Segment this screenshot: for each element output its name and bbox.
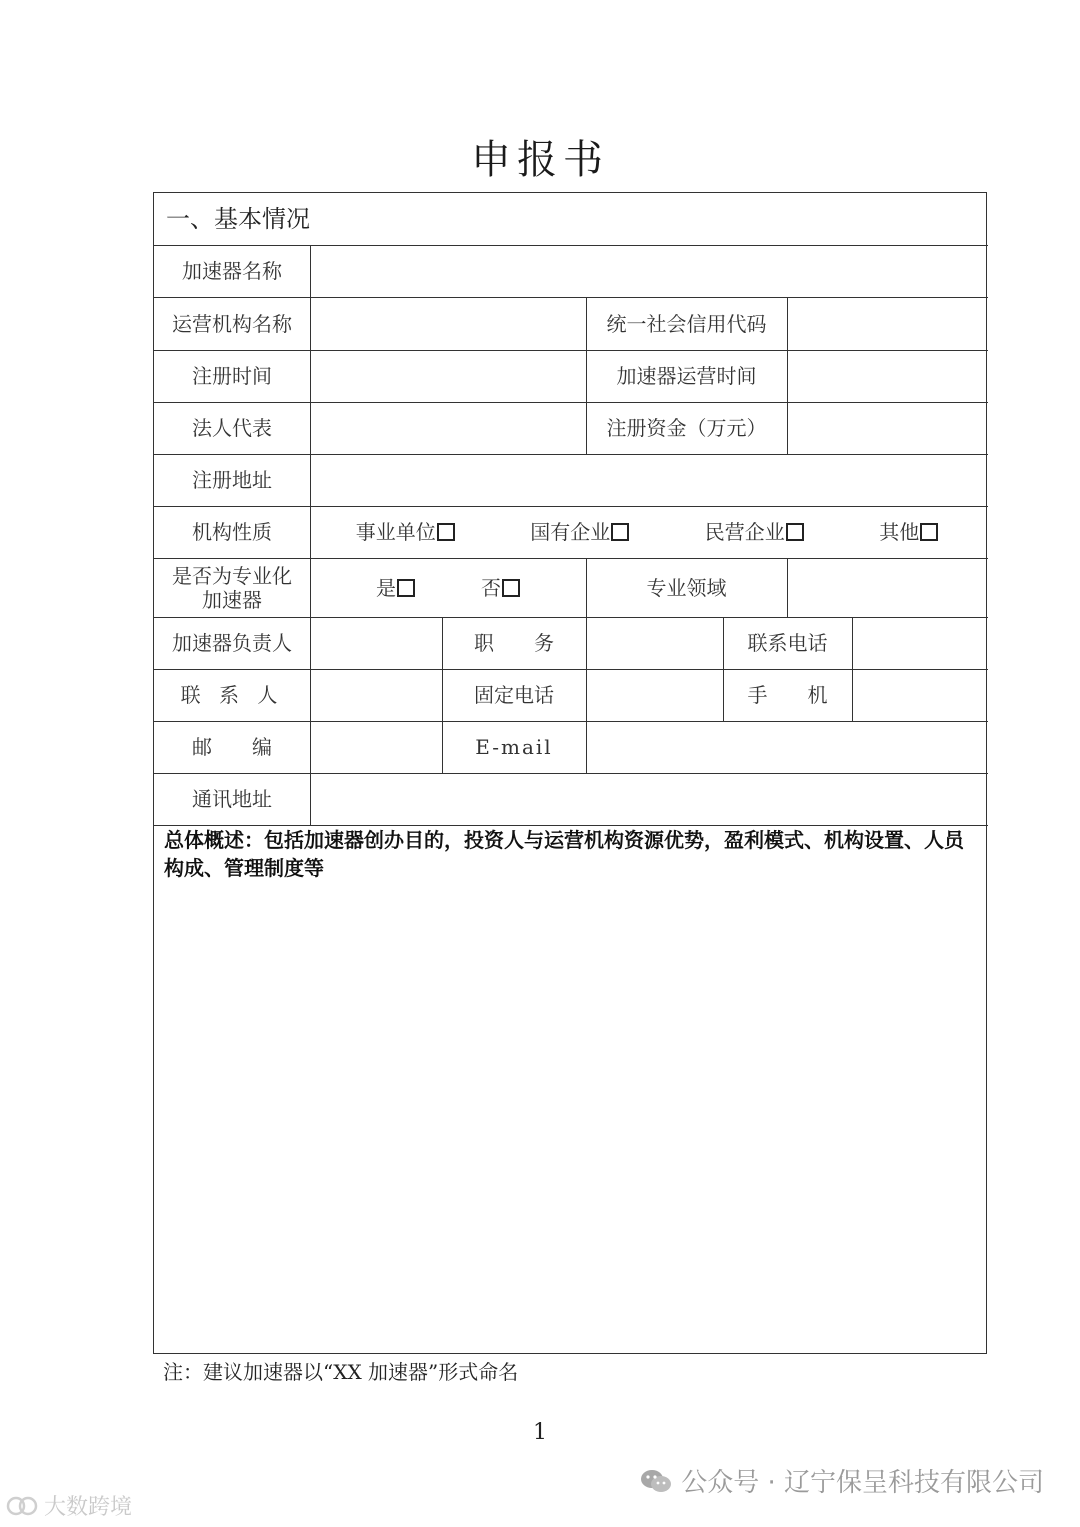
checkbox-icon[interactable] (611, 523, 629, 541)
label-contact-phone: 联系电话 (747, 631, 828, 655)
option-no[interactable]: 否 (481, 576, 520, 600)
section-title: 一、基本情况 (166, 204, 310, 233)
label-legal-rep: 法人代表 (192, 416, 272, 440)
option-state-owned[interactable]: 国有企业 (530, 520, 629, 544)
email-field[interactable] (586, 721, 988, 773)
contact-phone-field[interactable] (852, 617, 988, 669)
option-public-institution[interactable]: 事业单位 (356, 520, 455, 544)
label-specialized-line2: 加速器 (202, 587, 262, 612)
option-other[interactable]: 其他 (879, 520, 938, 544)
accel-head-field[interactable] (310, 617, 442, 669)
label-operator-name: 运营机构名称 (172, 311, 292, 336)
reg-capital-field[interactable] (787, 402, 988, 454)
label-email: E-mail (475, 735, 553, 759)
accelerator-name-field[interactable] (310, 245, 988, 297)
application-form-table (153, 192, 987, 1354)
position-field[interactable] (586, 617, 723, 669)
overview-textarea[interactable] (154, 825, 988, 1353)
label-accel-op-time: 加速器运营时间 (616, 364, 757, 388)
label-specialized (154, 558, 310, 617)
label-accel-head: 加速器负责人 (172, 631, 292, 655)
option-private[interactable]: 民营企业 (705, 520, 804, 544)
field-area-field[interactable] (787, 558, 988, 617)
accel-op-time-field[interactable] (787, 350, 988, 402)
watermark-left (6, 1490, 132, 1521)
checkbox-icon[interactable] (920, 523, 938, 541)
label-position: 职 务 (474, 631, 554, 655)
label-reg-time: 注册时间 (192, 364, 272, 388)
label-field-area: 专业领域 (646, 575, 727, 600)
page-title: 申报书 (471, 137, 609, 183)
option-yes[interactable]: 是 (376, 576, 415, 600)
checkbox-icon[interactable] (397, 579, 415, 597)
label-accelerator-name: 加速器名称 (182, 259, 282, 283)
org-nature-options (310, 506, 988, 558)
legal-rep-field[interactable] (310, 402, 586, 454)
label-reg-address: 注册地址 (192, 468, 272, 492)
footnote: 注：建议加速器以“XX 加速器”形式命名 (163, 1360, 519, 1384)
watermark-right (639, 1462, 1044, 1499)
label-mail-address: 通讯地址 (192, 787, 272, 811)
checkbox-icon[interactable] (437, 523, 455, 541)
specialized-options (310, 558, 586, 617)
postcode-field[interactable] (310, 721, 442, 773)
reg-time-field[interactable] (310, 350, 586, 402)
mobile-field[interactable] (852, 669, 988, 721)
label-org-nature: 机构性质 (192, 520, 272, 544)
label-contact-person: 联 系 人 (180, 683, 284, 707)
reg-address-field[interactable] (310, 454, 988, 506)
watermark-right-text: 公众号 · 辽宁保呈科技有限公司 (681, 1468, 1044, 1498)
credit-code-field[interactable] (787, 297, 988, 350)
mail-address-field[interactable] (310, 773, 988, 825)
label-specialized-line1: 是否为专业化 (172, 563, 292, 588)
label-fixed-phone: 固定电话 (474, 683, 554, 707)
overview-prompt: 总体概述：包括加速器创办目的，投资人与运营机构资源优势，盈利模式、机构设置、人员构成、管理制度等 (164, 828, 964, 880)
contact-person-field[interactable] (310, 669, 442, 721)
label-mobile: 手 机 (747, 683, 828, 707)
wechat-icon (639, 1468, 673, 1494)
label-reg-capital: 注册资金（万元） (606, 416, 767, 440)
operator-name-field[interactable] (310, 297, 586, 350)
label-postcode: 邮 编 (192, 735, 272, 759)
page-number: 1 (533, 1420, 547, 1445)
watermark-left-text: 大数跨境 (44, 1495, 133, 1520)
watermark-logo-icon (6, 1495, 40, 1517)
checkbox-icon[interactable] (786, 523, 804, 541)
label-credit-code: 统一社会信用代码 (606, 311, 767, 336)
checkbox-icon[interactable] (502, 579, 520, 597)
fixed-phone-field[interactable] (586, 669, 723, 721)
